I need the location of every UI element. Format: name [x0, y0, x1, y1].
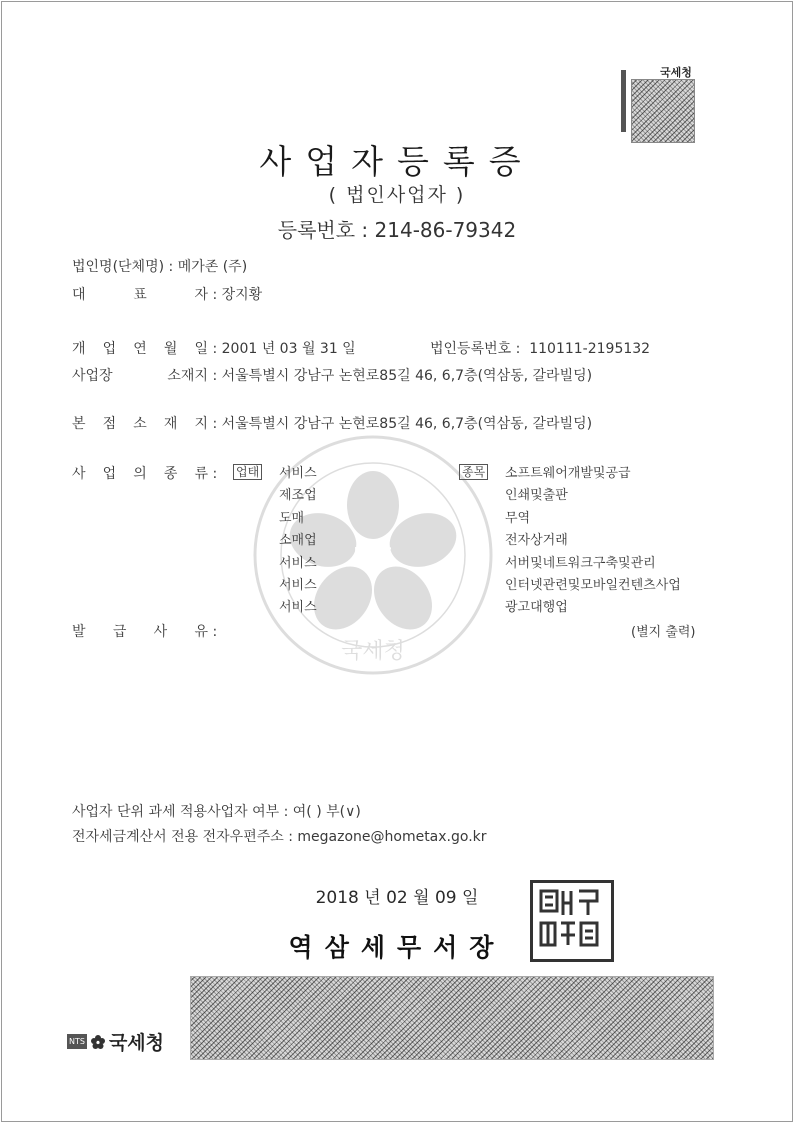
unit-tax-row [72, 801, 361, 821]
category-list [279, 463, 317, 620]
category-item: 서비스 [279, 466, 317, 481]
item-entry: 인터넷관련및모바일컨텐츠사업 [505, 578, 681, 594]
biz-type-row: 사 업 의 종 류 : [72, 463, 217, 483]
corp-name-row: 법인명(단체명) : 메가존 (주) [72, 259, 248, 275]
hq-address-label: 본 점 소 재 지 [72, 416, 208, 432]
registration-number-label: 등록번호 : [277, 218, 375, 242]
category-item: 서비스 [279, 578, 317, 594]
item-entry: 소프트웨어개발및공급 [505, 466, 631, 481]
agency-name: 국세청 [108, 1032, 165, 1054]
biz-address-row: 사업장 소재지 : 서울특별시 강남구 논현로85길 46, 6,7층(역삼동, 갈라빌딩) [72, 365, 592, 385]
nts-logo [67, 1028, 164, 1055]
nts-logo-mark: NTS [67, 1034, 87, 1049]
document-subtitle: ( 법인사업자 ) [328, 184, 466, 206]
representative-row: 대 표 자 : 장지황 [72, 284, 262, 304]
category-tag: 업태 [233, 463, 262, 480]
corp-name-label: 법인명(단체명) [72, 259, 165, 275]
category-item: 서비스 [279, 600, 317, 616]
biz-address-label: 사업장 소재지 [72, 368, 208, 384]
biz-type-label: 사 업 의 종 류 [72, 466, 208, 482]
qr-agency-label: 국세청 [660, 66, 692, 79]
category-item: 소매업 [279, 533, 317, 549]
registration-number: 214-86-79342 [374, 218, 517, 242]
category-item: 도매 [279, 510, 305, 526]
item-list [505, 463, 681, 620]
item-tag: 종목 [459, 463, 488, 480]
open-date: 2001 년 03 월 31 일 [221, 341, 356, 357]
biz-address: 서울특별시 강남구 논현로85길 46, 6,7층(역삼동, 갈라빌딩) [221, 368, 593, 384]
svg-text:NTS: NTS [353, 543, 393, 567]
representative-label: 대 표 자 [72, 287, 208, 303]
corp-reg-label: 법인등록번호 [430, 341, 512, 357]
flower-icon [90, 1034, 106, 1050]
verification-barcode [190, 976, 714, 1060]
hq-address: 서울특별시 강남구 논현로85길 46, 6,7층(역삼동, 갈라빌딩) [221, 416, 593, 432]
issue-reason-label: 발 급 사 유 [72, 624, 208, 640]
item-entry: 무역 [505, 510, 531, 526]
svg-text:국세청: 국세청 [341, 639, 405, 664]
open-date-label: 개 업 연 월 일 [72, 341, 208, 357]
corp-reg-number: 110111-2195132 [529, 341, 651, 357]
item-entry: 서버및네트워크구축및관리 [505, 555, 656, 571]
representative: 장지황 [221, 287, 263, 303]
category-item: 서비스 [279, 555, 317, 571]
item-entry: 전자상거래 [505, 533, 568, 549]
corp-name: 메가존 (주) [177, 259, 248, 275]
item-entry: 광고대행업 [505, 600, 568, 616]
document-title: 사업자등록증 [259, 142, 535, 181]
registration-number-line [0, 214, 794, 243]
unit-tax-value: 여( ) 부(∨) [292, 804, 361, 820]
email-label: 전자세금계산서 전용 전자우편주소 : [72, 829, 293, 845]
unit-tax-label: 사업자 단위 과세 적용사업자 여부 : [72, 804, 289, 820]
tax-office-name: 역삼세무서장 [288, 933, 506, 962]
email-address: megazone@hometax.go.kr [297, 829, 487, 845]
email-row [72, 826, 487, 846]
hq-address-row: 본 점 소 재 지 : 서울특별시 강남구 논현로85길 46, 6,7층(역삼동, 갈라빌딩) [72, 413, 592, 433]
item-entry: 인쇄및출판 [505, 488, 568, 504]
open-date-row: 개 업 연 월 일 : 2001 년 03 월 31 일 [72, 338, 356, 358]
corp-reg-row: 법인등록번호 : 110111-2195132 [430, 341, 651, 357]
issue-date: 2018 년 02 월 09 일 [315, 888, 479, 908]
separate-print-note: (별지 출력) [631, 625, 696, 640]
official-seal [530, 880, 614, 962]
category-item: 제조업 [279, 488, 317, 504]
qr-code [631, 79, 695, 143]
issue-reason-row: 발 급 사 유 : [72, 621, 217, 641]
